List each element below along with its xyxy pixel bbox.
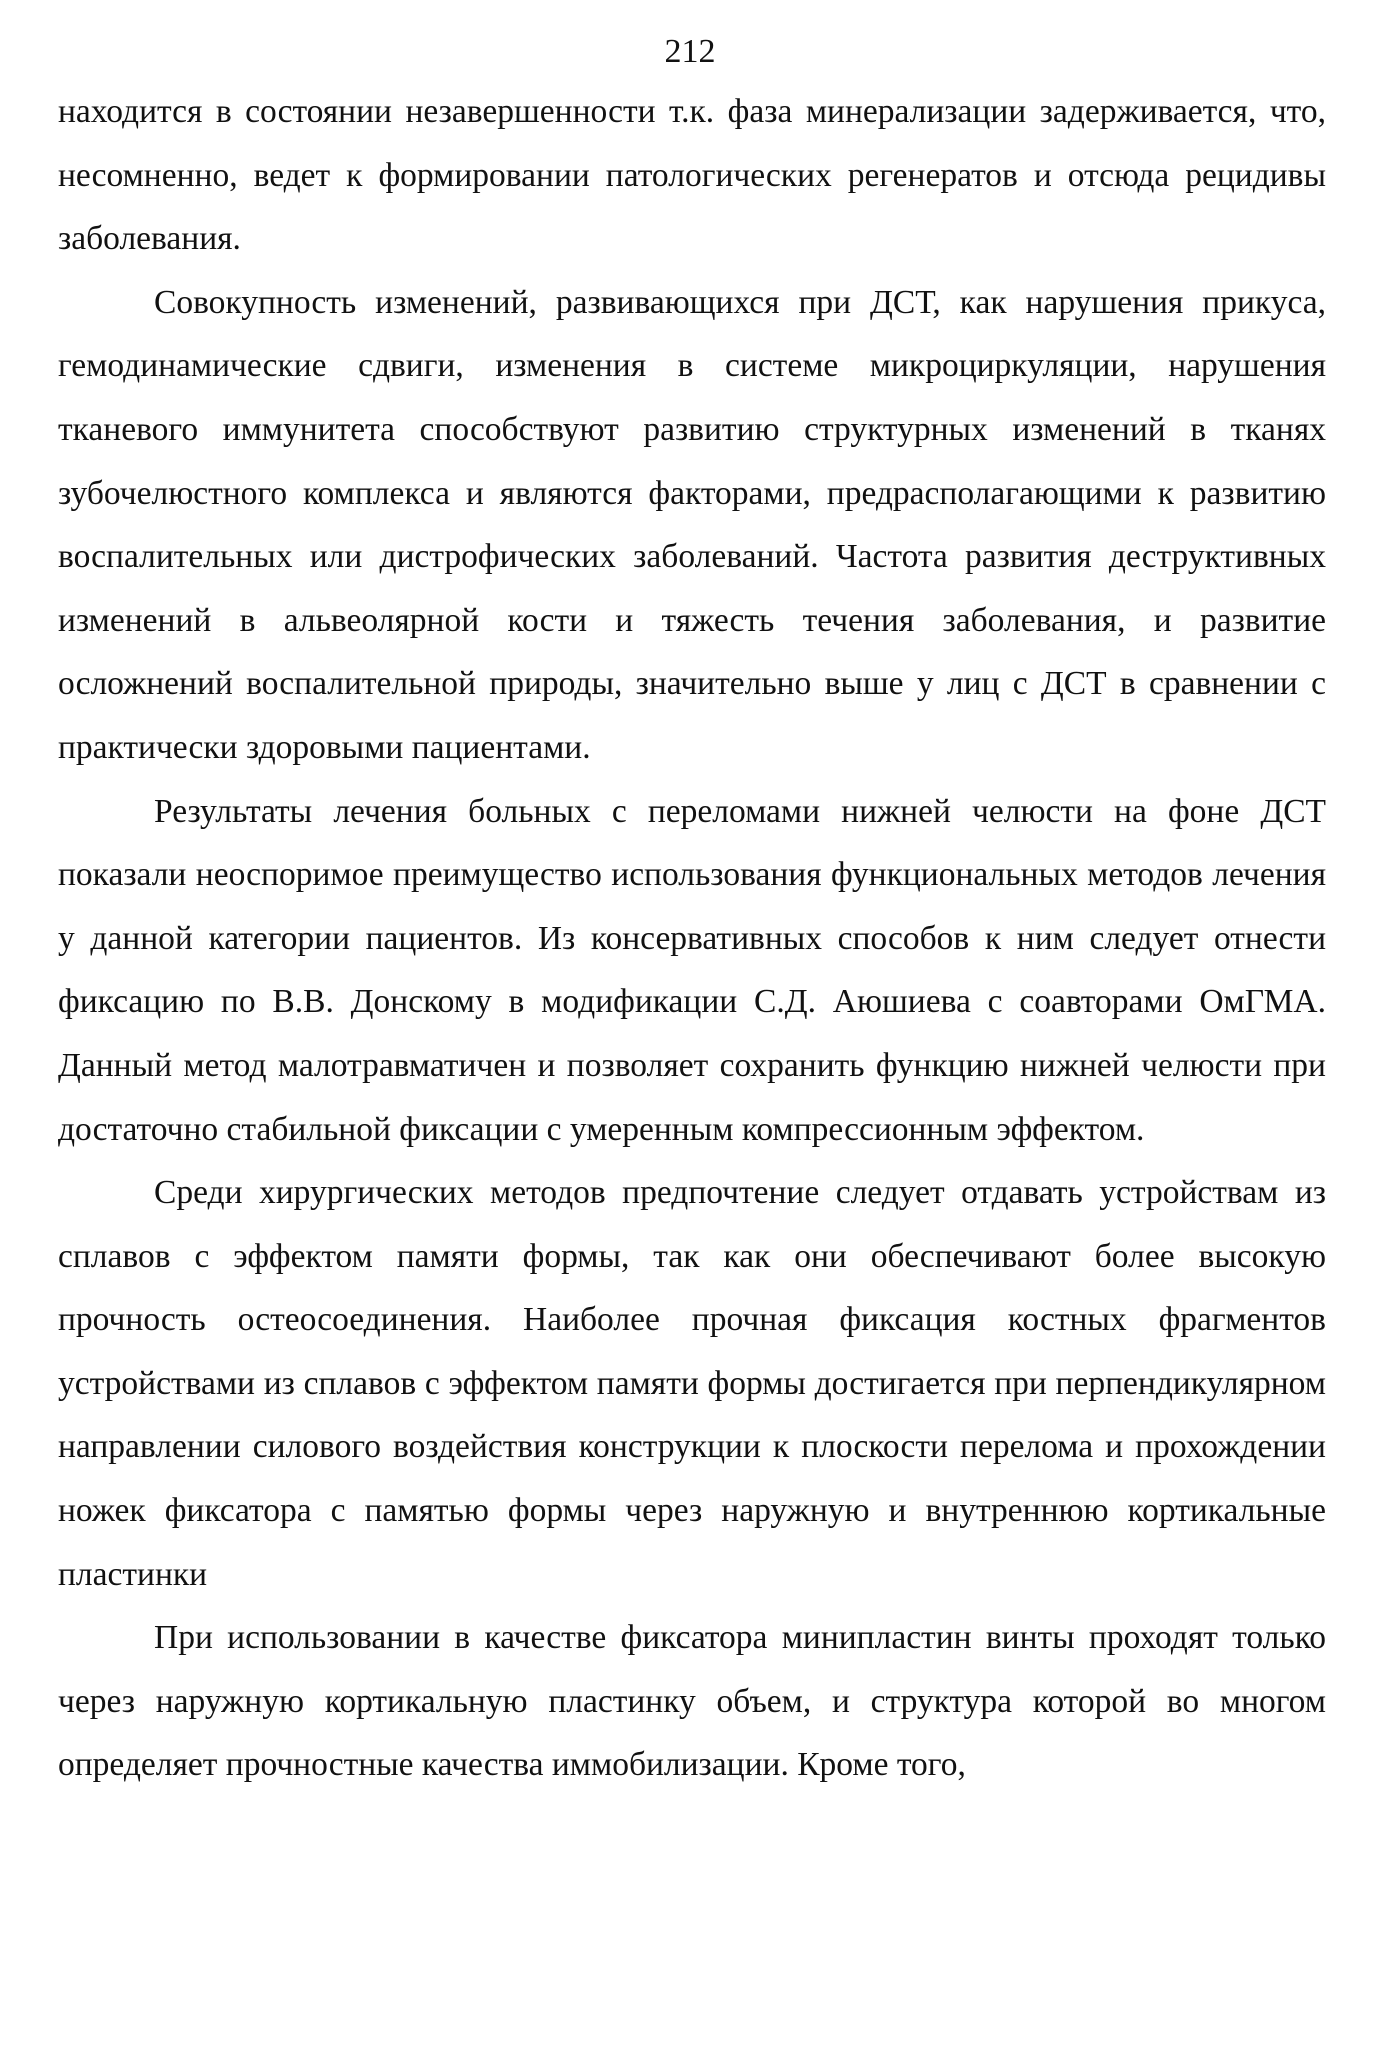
paragraph-miniplates: При использовании в качестве фиксатора минипластин винты проходят только через наружную кортикальную пластинку объем, и структура которой во многом определяет прочностные качества иммобилизации. Кроме того,	[58, 1619, 1326, 1784]
page-number: 212	[664, 33, 716, 70]
paragraph-dst-changes: Совокупность изменений, развивающихся при ДСТ, как нарушения прикуса, гемодинамические сдвиги, изменения в системе микроциркуляции, нарушения тканевого иммунитета способствуют развитию структурных изменений в тканях зубочелюстного комплекса и являются факторами, предрасполагающими к развитию воспалительных или дистрофических заболеваний. Частота развития деструктивных изменений в альвеолярной кости и тяжесть течения заболевания, и развитие осложнений воспалительной природы, значительно выше у лиц с ДСТ в сравнении с практически здоровыми пациентами.	[58, 283, 1326, 766]
paragraph-treatment-results: Результаты лечения больных с переломами нижней челюсти на фоне ДСТ показали неоспоримое преимущество использования функциональных методов лечения у данной категории пациентов. Из консервативных способов к ним следует отнести фиксацию по В.В. Донскому в модификации С.Д. Аюшиева с соавторами ОмГМА. Данный метод малотравматичен и позволяет сохранить функцию нижней челюсти при достаточно стабильной фиксации с умеренным компрессионным эффектом.	[58, 792, 1326, 1148]
document-body	[58, 80, 1326, 1797]
paragraph-surgical-methods: Среди хирургических методов предпочтение следует отдавать устройствам из сплавов с эффектом памяти формы, так как они обеспечивают более высокую прочность остеосоединения. Наиболее прочная фиксация костных фрагментов устройствами из сплавов с эффектом памяти формы достигается при перпендикулярном направлении силового воздействия конструкции к плоскости перелома и прохождении ножек фиксатора с памятью формы через наружную и внутреннюю кортикальные пластинки	[58, 1174, 1326, 1593]
paragraph-continuation: находится в состоянии незавершенности т.к. фаза минерализации задерживается, что, несомненно, ведет к формировании патологических регенератов и отсюда рецидивы заболевания.	[58, 93, 1326, 258]
